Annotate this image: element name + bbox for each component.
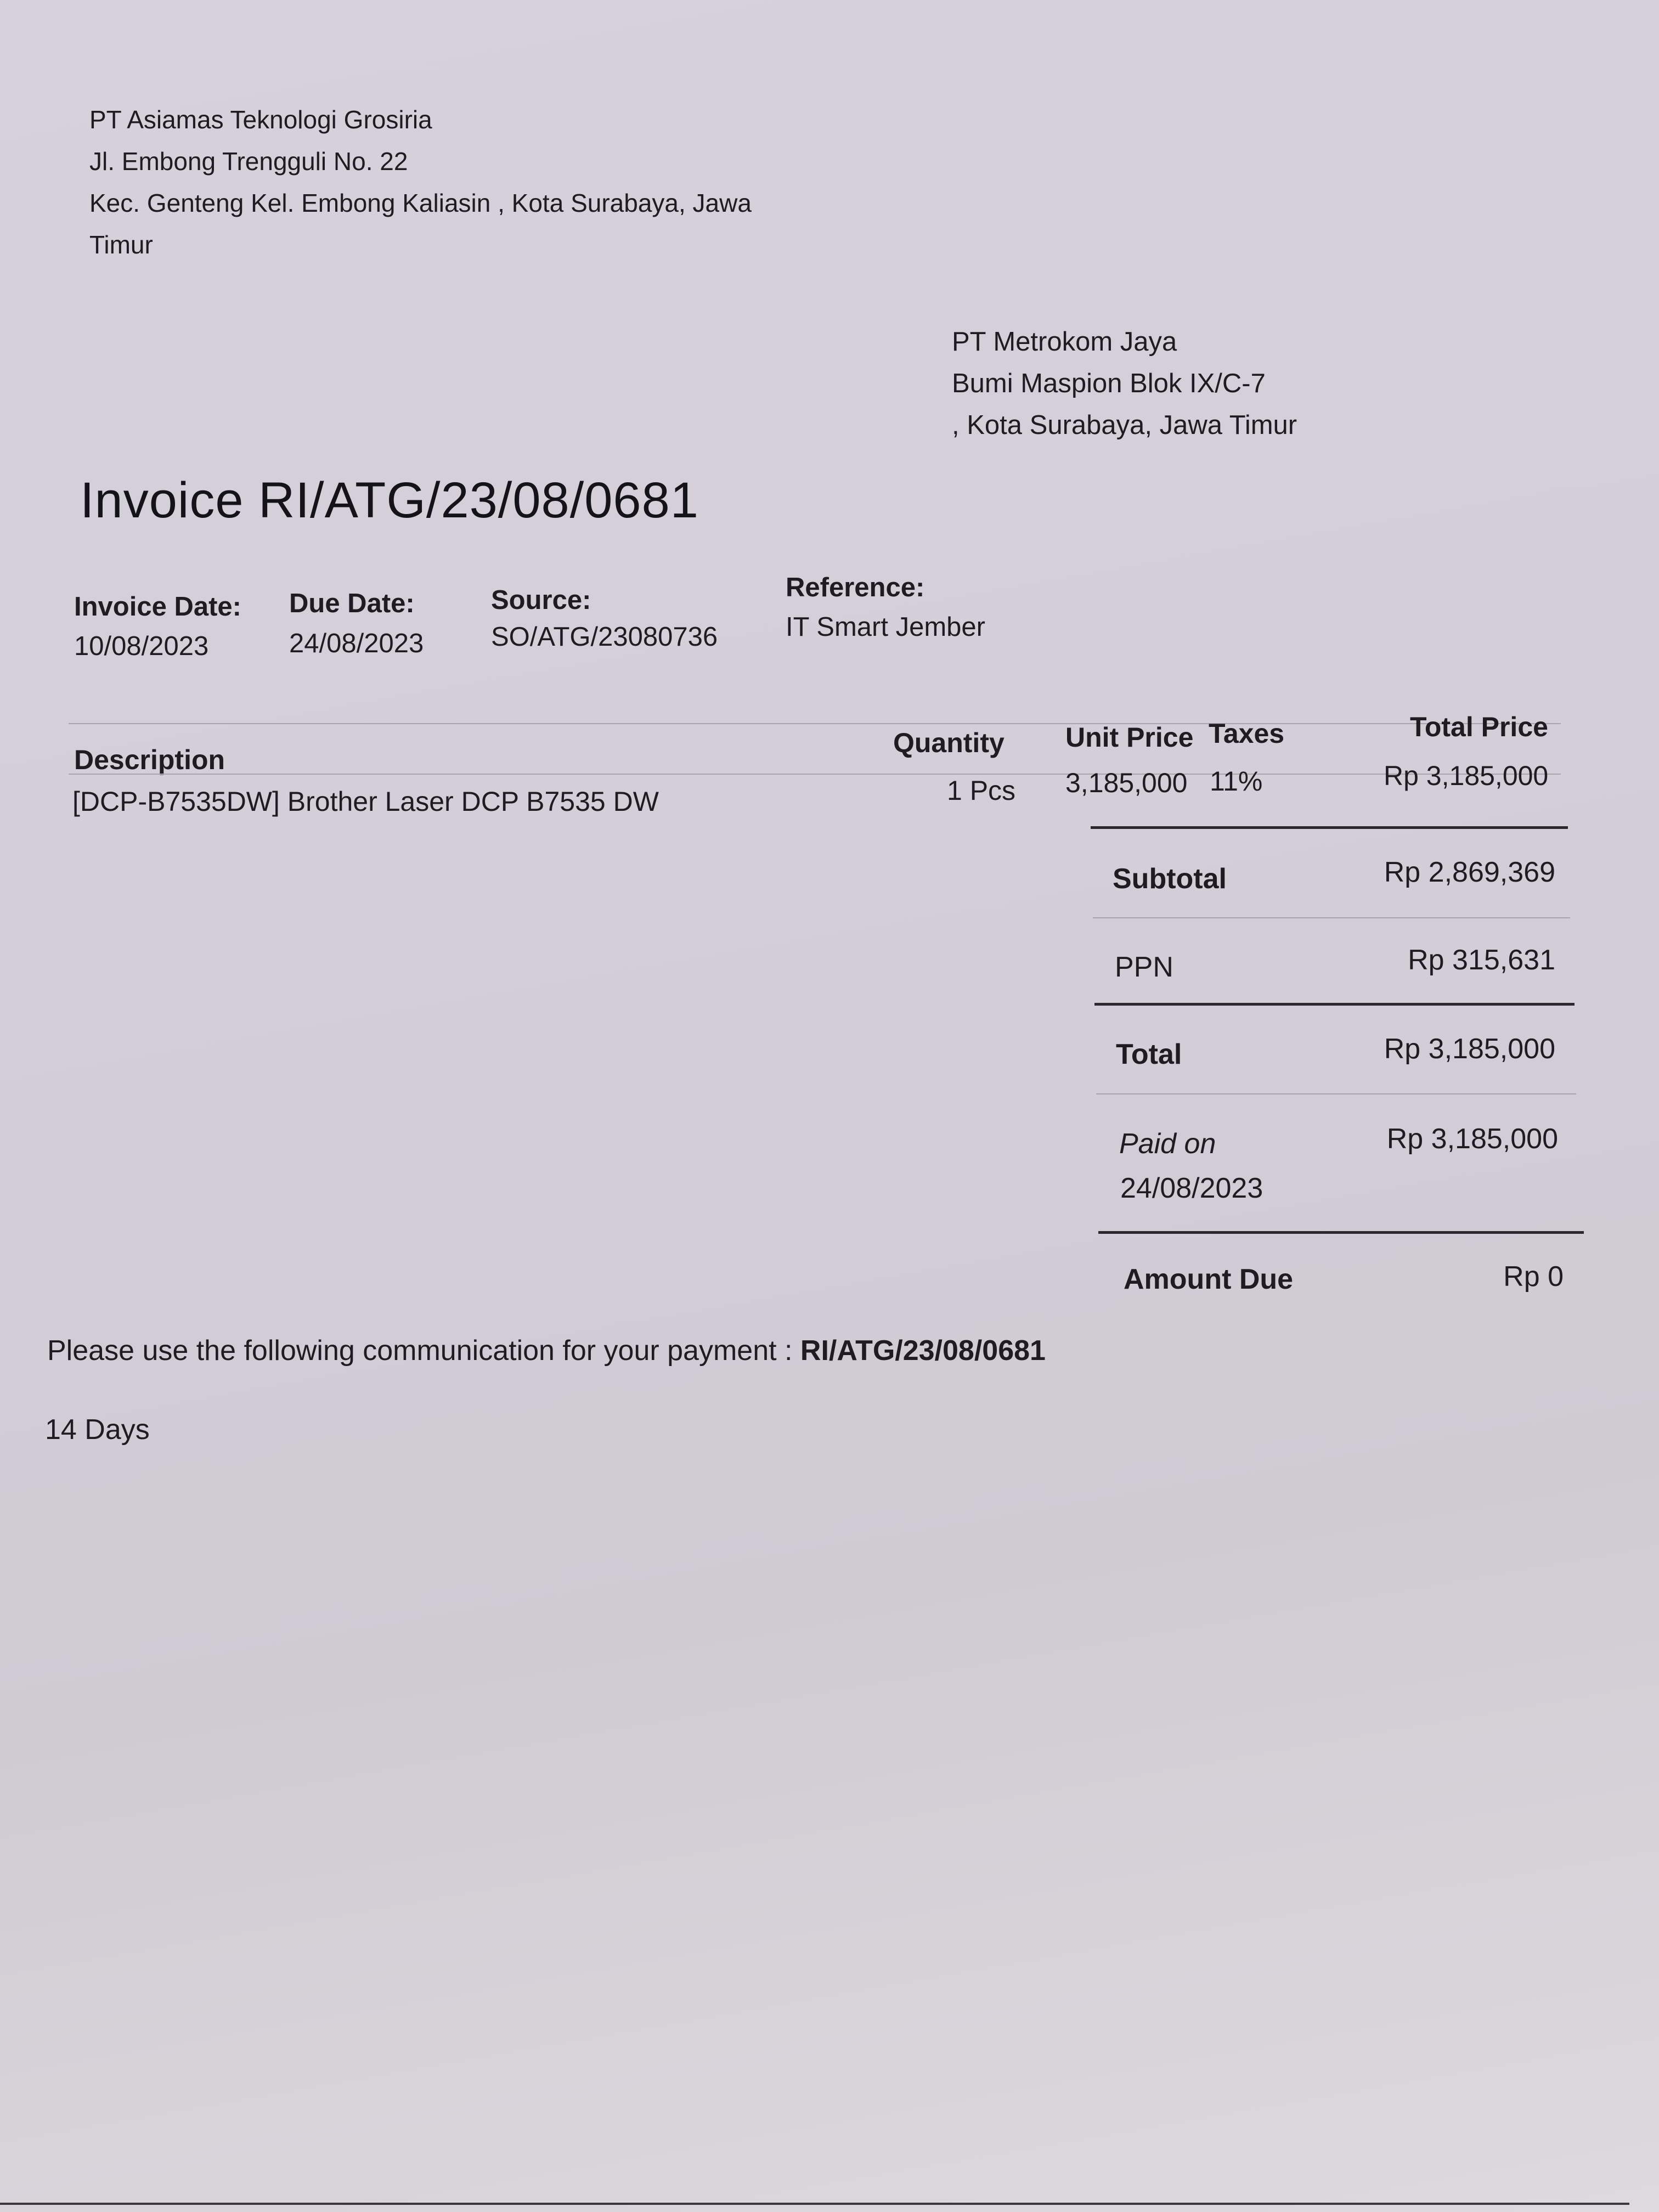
payment-communication-ref: RI/ATG/23/08/0681 [800, 1335, 1046, 1367]
col-header-description: Description [74, 744, 225, 775]
total-value: Rp 3,185,000 [1384, 1033, 1555, 1065]
company-address-line2: Kec. Genteng Kel. Embong Kaliasin , Kota Surabaya, Jawa [89, 189, 752, 217]
company-name: PT Asiamas Teknologi Grosiria [89, 105, 432, 134]
paid-rule [1098, 1231, 1584, 1234]
due-date-label: Due Date: [289, 589, 415, 618]
customer-address [952, 321, 1297, 446]
row-taxes: 11% [1210, 766, 1263, 797]
ppn-value: Rp 315,631 [1408, 944, 1555, 976]
subtotal-label: Subtotal [1113, 863, 1227, 895]
invoice-title: Invoice RI/ATG/23/08/0681 [80, 472, 699, 528]
ppn-label: PPN [1115, 951, 1173, 983]
payment-communication-text: Please use the following communication for your payment : [47, 1335, 800, 1367]
col-header-unit-price: Unit Price [1065, 722, 1194, 753]
totals-top-rule [1091, 826, 1568, 829]
customer-name: PT Metrokom Jaya [952, 327, 1177, 357]
payment-terms: 14 Days [45, 1414, 150, 1446]
subtotal-rule [1093, 917, 1570, 918]
total-rule [1096, 1093, 1576, 1094]
invoice-date-label: Invoice Date: [74, 592, 241, 622]
page-footer-rule [0, 2203, 1629, 2205]
table-header-rule [69, 774, 1561, 775]
row-total-price: Rp 3,185,000 [1384, 760, 1549, 791]
company-address-line1: Jl. Embong Trengguli No. 22 [89, 147, 408, 176]
col-header-taxes: Taxes [1209, 718, 1285, 749]
table-top-rule [69, 723, 1561, 724]
reference-label: Reference: [786, 573, 925, 602]
company-address [89, 99, 752, 266]
paid-on-label: Paid on [1119, 1128, 1216, 1160]
paid-amount: Rp 3,185,000 [1386, 1123, 1558, 1155]
paid-on-date: 24/08/2023 [1120, 1172, 1263, 1204]
due-date-value: 24/08/2023 [289, 629, 424, 658]
col-header-total-price: Total Price [1410, 712, 1548, 742]
customer-address-line2: , Kota Surabaya, Jawa Timur [952, 410, 1297, 440]
ppn-rule [1094, 1003, 1575, 1006]
source-value: SO/ATG/23080736 [491, 622, 718, 652]
amount-due-label: Amount Due [1124, 1263, 1294, 1295]
total-label: Total [1116, 1039, 1182, 1070]
row-unit-price: 3,185,000 [1065, 768, 1188, 798]
amount-due-value: Rp 0 [1503, 1261, 1564, 1293]
source-label: Source: [491, 585, 591, 615]
customer-address-line1: Bumi Maspion Blok IX/C-7 [952, 369, 1266, 398]
company-address-line3: Timur [89, 230, 153, 259]
payment-communication [47, 1334, 1046, 1367]
subtotal-value: Rp 2,869,369 [1384, 856, 1555, 888]
reference-value: IT Smart Jember [786, 612, 985, 642]
row-description: [DCP-B7535DW] Brother Laser DCP B7535 DW [72, 786, 659, 817]
col-header-quantity: Quantity [893, 727, 1005, 758]
invoice-date-value: 10/08/2023 [74, 631, 209, 661]
row-quantity: 1 Pcs [947, 775, 1016, 806]
